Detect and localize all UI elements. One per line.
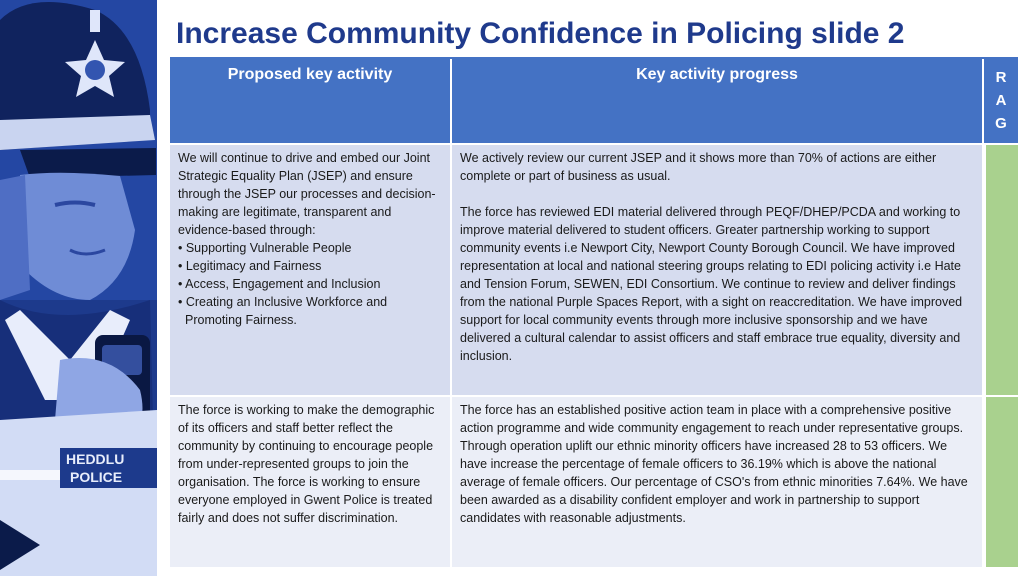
list-item: • Supporting Vulnerable People bbox=[178, 241, 352, 255]
table-row-1-activity bbox=[170, 145, 452, 397]
rag-letter-a: A bbox=[995, 92, 1007, 109]
activity-table bbox=[170, 59, 1018, 569]
header-rag bbox=[984, 59, 1018, 145]
rag-letter-r: R bbox=[995, 69, 1007, 86]
row-1-progress-para-2: The force has reviewed EDI material delivered through PEQF/DHEP/PCDA and working to improve material delivered to student officers. Greater partnership working to support community events i.e Newport City, Newport County Borough Council. We have improved representation at local and national steering groups relating to EDI policing activity i.e Hate and Tension Forum, SEWEN, EDI Consortium. We continue to review and deliver findings from the national Purple Spaces Report, with a sight on reaccreditation. We have improved support for local community events through more inclusive sponsorship and we have delivered a cultural calendar to assist officers and staff embrace true equality, diversity and inclusion. bbox=[460, 205, 963, 363]
slide-title: Increase Community Confidence in Policing slide 2 bbox=[176, 17, 905, 50]
row-1-activity-intro: We will continue to drive and embed our Joint Strategic Equality Plan (JSEP) and ensure through the JSEP our processes and decision-making are legitimate, transparent and evidence-based through: bbox=[178, 151, 436, 237]
officer-illustration bbox=[0, 0, 157, 576]
header-activity-progress: Key activity progress bbox=[452, 59, 984, 145]
row-2-rag-status bbox=[984, 397, 1018, 569]
paragraph-gap bbox=[460, 185, 976, 203]
table-row-2-activity: The force is working to make the demographic of its officers and staff better reflect the community by continuing to encourage people from under-represented groups to join the organisation. The force is working to ensure everyone employed in Gwent Police is treated fairly and does not suffer discrimination. bbox=[170, 397, 452, 569]
vest-text-line-1: HEDDLU bbox=[66, 451, 125, 467]
vest-text-line-2: POLICE bbox=[70, 469, 123, 485]
rag-letter-g: G bbox=[995, 115, 1007, 132]
officer-photo bbox=[0, 0, 157, 576]
list-item: • Legitimacy and Fairness bbox=[178, 259, 322, 273]
row-1-activity-bullets bbox=[178, 239, 444, 329]
row-1-rag-status bbox=[984, 145, 1018, 397]
row-1-progress-para-1: We actively review our current JSEP and it shows more than 70% of actions are either complete or part of business as usual. bbox=[460, 151, 937, 183]
table-row-1-progress bbox=[452, 145, 984, 397]
header-proposed-activity: Proposed key activity bbox=[170, 59, 452, 145]
table-row-2-progress: The force has an established positive action team in place with a comprehensive positive action programme and wide community engagement to reach under representative groups. Through operation uplift our ethnic minority officers have increased 28 to 53 officers. We have increase the percentage of female officers to 36.19% which is above the national average of female officers. Our percentage of CSO's from ethnic minorities 7.64%. We have been awarded as a disability confident employer and work in partnership to support candidates with reasonable adjustments. bbox=[452, 397, 984, 569]
list-item: • Access, Engagement and Inclusion bbox=[178, 277, 381, 291]
list-item: • Creating an Inclusive Workforce and Promoting Fairness. bbox=[178, 295, 388, 327]
